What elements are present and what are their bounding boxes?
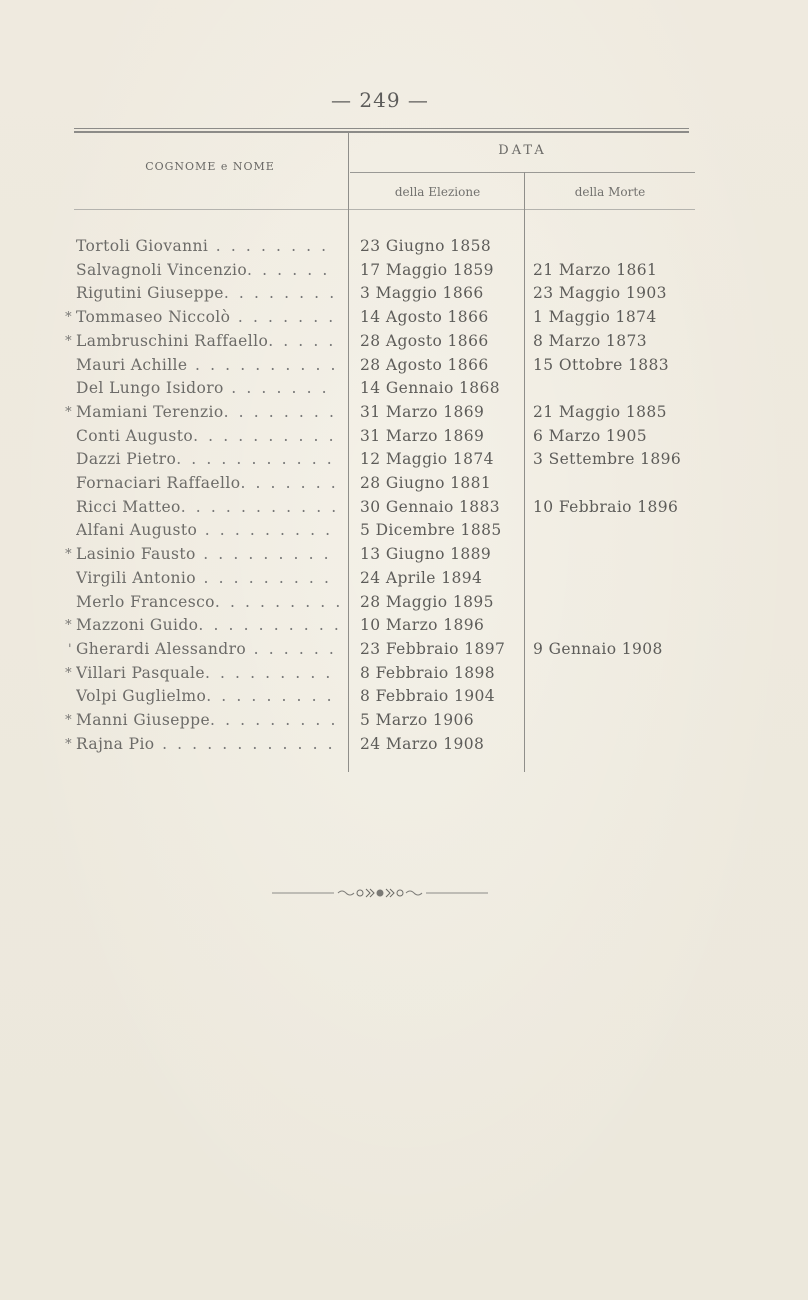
table-row	[0, 662, 808, 685]
member-name: Villari Pasquale	[76, 663, 205, 682]
table-row	[0, 235, 808, 258]
member-name-cell	[76, 733, 344, 756]
member-name: Mauri Achille	[76, 355, 188, 374]
member-name: Rigutini Giuseppe	[76, 284, 224, 303]
election-date: 23 Febbraio 1897	[360, 639, 506, 658]
row-mark: *	[65, 547, 72, 563]
member-name-cell	[76, 543, 344, 566]
member-name: Salvagnoli Vincenzio	[76, 260, 248, 279]
table-row	[0, 591, 808, 614]
ornament-divider	[272, 886, 488, 900]
death-date: 23 Maggio 1903	[533, 284, 667, 303]
election-date: 14 Gennaio 1868	[360, 379, 501, 398]
data-header-rule	[350, 172, 695, 173]
table-row	[0, 282, 808, 305]
table-row	[0, 685, 808, 708]
table-row	[0, 733, 808, 756]
election-date: 5 Dicembre 1885	[360, 521, 502, 540]
row-mark: *	[65, 404, 72, 420]
member-name: Manni Giuseppe	[76, 711, 211, 729]
member-name-cell	[76, 377, 344, 400]
death-date: 9 Gennaio 1908	[533, 639, 663, 658]
table-row	[0, 519, 808, 542]
member-name-cell	[76, 472, 344, 495]
header-bottom-rule	[74, 209, 695, 210]
death-date: 3 Settembre 1896	[533, 450, 682, 469]
leader-dots: . . . . . .	[247, 260, 330, 279]
column-header-data: DATA	[498, 143, 547, 158]
member-name-cell	[76, 685, 344, 708]
election-date: 14 Agosto 1866	[360, 308, 489, 327]
leader-dots: . . . . . . . .	[208, 237, 329, 255]
row-mark: '	[68, 641, 72, 657]
death-date: 6 Marzo 1905	[533, 426, 647, 445]
member-name: Dazzi Pietro	[76, 450, 177, 469]
member-name-cell	[76, 567, 344, 590]
member-name-cell	[76, 638, 344, 661]
member-name: Conti Augusto	[76, 426, 194, 445]
member-name-cell	[76, 235, 344, 258]
death-date: 1 Maggio 1874	[533, 308, 657, 327]
table-row	[0, 614, 808, 637]
leader-dots: . . . . . . .	[230, 308, 336, 327]
table-row	[0, 330, 808, 353]
member-name-cell	[76, 591, 344, 614]
death-date: 15 Ottobre 1883	[533, 355, 670, 374]
member-name-cell	[76, 282, 344, 305]
leader-dots: . . . . . . .	[223, 379, 330, 398]
death-date: 21 Maggio 1885	[533, 402, 667, 421]
death-date: 10 Febbraio 1896	[533, 497, 679, 516]
row-mark: *	[65, 736, 72, 752]
member-name-cell	[76, 519, 344, 542]
election-date: 3 Maggio 1866	[360, 284, 484, 303]
top-rule-thick	[74, 131, 689, 133]
table-row	[0, 543, 808, 566]
row-mark: *	[65, 310, 72, 326]
leader-dots: . . . . . . . . .	[196, 568, 332, 587]
member-name-cell	[76, 306, 344, 329]
election-date: 30 Gennaio 1883	[360, 497, 501, 516]
member-name: Tommaseo Niccolò	[76, 308, 231, 327]
table-row	[0, 472, 808, 495]
member-name: Alfani Augusto	[76, 521, 198, 540]
election-date: 24 Marzo 1908	[360, 734, 485, 753]
member-name-cell	[76, 401, 344, 424]
leader-dots: . . . . . . .	[240, 474, 339, 492]
member-name: Volpi Guglielmo	[76, 687, 207, 706]
leader-dots: . . . . . . . . . . .	[176, 450, 335, 469]
member-name: Del Lungo Isidoro	[76, 379, 224, 398]
table-row	[0, 567, 808, 590]
election-date: 28 Maggio 1895	[360, 592, 494, 611]
leader-dots: . . . . . . . . . . .	[180, 497, 339, 516]
election-date: 31 Marzo 1869	[360, 402, 485, 421]
leader-dots: . . . . . . . . . .	[198, 616, 342, 635]
election-date: 31 Marzo 1869	[360, 426, 485, 445]
table-row	[0, 377, 808, 400]
column-header-election: della Elezione	[394, 185, 481, 199]
member-name-cell	[76, 448, 344, 471]
member-name-cell	[76, 330, 344, 353]
member-name-cell	[76, 496, 344, 519]
member-name-cell	[76, 709, 344, 732]
member-name-cell	[76, 259, 344, 282]
member-name: Mamiani Terenzio	[76, 402, 224, 421]
table-row	[0, 638, 808, 661]
member-name: Mazzoni Guido	[76, 616, 199, 635]
election-date: 28 Agosto 1866	[360, 331, 489, 350]
column-header-name: COGNOME e NOME	[145, 160, 275, 173]
member-name: Lambruschini Raffaello	[76, 331, 269, 350]
table-row	[0, 448, 808, 471]
table-row	[0, 306, 808, 329]
leader-dots: . . . . . . . . .	[214, 592, 343, 611]
member-name: Tortoli Giovanni	[76, 237, 209, 255]
leader-dots: . . . . . . . . . .	[193, 426, 337, 445]
election-date: 17 Maggio 1859	[360, 260, 494, 279]
election-date: 13 Giugno 1889	[360, 545, 492, 564]
election-date: 24 Aprile 1894	[360, 568, 483, 587]
row-mark: *	[65, 713, 72, 728]
election-date: 8 Febbraio 1904	[360, 687, 496, 706]
member-name: Virgili Antonio	[76, 568, 197, 587]
leader-dots: . . . . .	[268, 331, 336, 350]
page-number: — 249 —	[331, 88, 429, 112]
leader-dots: . . . . . . . . . . . .	[154, 734, 336, 753]
leader-dots: . . . . . .	[246, 639, 337, 658]
member-name-cell	[76, 662, 344, 685]
table-row	[0, 401, 808, 424]
leader-dots: . . . . . . . . . .	[187, 355, 339, 374]
table-row	[0, 709, 808, 732]
member-name-cell	[76, 354, 344, 377]
row-mark: *	[65, 618, 72, 634]
leader-dots: . . . . . . . .	[223, 284, 337, 303]
table-row	[0, 259, 808, 282]
top-rule	[74, 128, 689, 129]
row-mark: *	[65, 333, 72, 349]
leader-dots: . . . . . . . .	[223, 402, 337, 421]
election-date: 8 Febbraio 1898	[360, 663, 496, 682]
member-name: Merlo Francesco	[76, 592, 215, 611]
member-name: Gherardi Alessandro	[76, 639, 247, 658]
election-date: 23 Giugno 1858	[360, 237, 492, 255]
election-date: 10 Marzo 1896	[360, 616, 485, 635]
election-date: 12 Maggio 1874	[360, 450, 494, 469]
leader-dots: . . . . . . . . .	[210, 711, 338, 729]
election-date: 28 Agosto 1866	[360, 355, 489, 374]
leader-dots: . . . . . . . . .	[197, 521, 333, 540]
member-name-cell	[76, 425, 344, 448]
death-date: 21 Marzo 1861	[533, 260, 658, 279]
member-name: Lasinio Fausto	[76, 545, 196, 564]
election-date: 28 Giugno 1881	[360, 474, 492, 492]
death-date: 8 Marzo 1873	[533, 331, 647, 350]
row-mark: *	[65, 665, 72, 681]
member-name: Rajna Pio	[76, 734, 155, 753]
member-name-cell	[76, 614, 344, 637]
member-name: Ricci Matteo	[76, 497, 181, 516]
table-row	[0, 425, 808, 448]
leader-dots: . . . . . . . . .	[204, 663, 333, 682]
table-row	[0, 354, 808, 377]
table-row	[0, 496, 808, 519]
member-name: Fornaciari Raffaello	[76, 474, 241, 492]
leader-dots: . . . . . . . . .	[195, 545, 332, 564]
election-date: 5 Marzo 1906	[360, 711, 474, 729]
leader-dots: . . . . . . . . .	[206, 687, 335, 706]
column-header-death: della Morte	[574, 185, 646, 199]
